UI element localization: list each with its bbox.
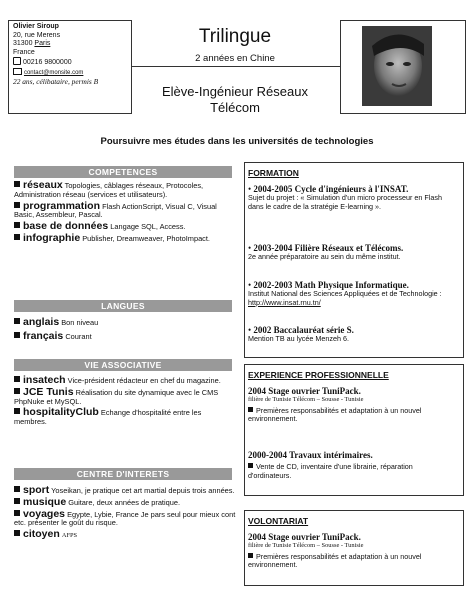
bullet-icon bbox=[248, 463, 253, 468]
contact-phone-line bbox=[13, 57, 127, 68]
bullet-icon bbox=[14, 222, 20, 228]
experience-item: 2004 Stage ouvrier TuniPack. filière de Tunisie Télécom – Sousse - Tunisie Premières responsabilités et adaptation à un nouvel environnement. bbox=[248, 386, 422, 424]
email-icon bbox=[13, 68, 22, 75]
vie-associative-list bbox=[14, 376, 236, 429]
contact-phone: 00216 9800000 bbox=[22, 59, 72, 67]
langues-list bbox=[14, 318, 236, 344]
bullet-icon bbox=[14, 530, 20, 536]
experience-heading: EXPERIENCE PROFESSIONNELLE bbox=[248, 370, 389, 380]
section-header-competences: COMPETENCES bbox=[14, 166, 232, 178]
formation-item: • 2003-2004 Filière Réseaux et Télécoms. 2e année préparatoire au sein du même institut. bbox=[248, 243, 404, 261]
header-divider bbox=[132, 66, 340, 67]
job-title-line2: Télécom bbox=[210, 100, 260, 115]
insat-link[interactable]: http://www.insat.rnu.tn/ bbox=[248, 297, 321, 307]
list-item: citoyen AFPS bbox=[14, 530, 236, 541]
list-item: infographie Publisher, Dreamweaver, PhotoImpact. bbox=[14, 234, 236, 244]
list-item: hospitalityClub Echange d'hospitalité entre les membres. bbox=[14, 406, 202, 427]
bullet-icon bbox=[14, 202, 20, 208]
bullet-icon bbox=[14, 388, 20, 394]
list-item: français Courant bbox=[14, 332, 236, 342]
list-item: musique Guitare, deux années de pratique. bbox=[14, 498, 236, 508]
bullet-icon bbox=[14, 234, 20, 240]
list-item: anglais Bon niveau bbox=[14, 318, 236, 328]
competences-list bbox=[14, 181, 236, 246]
bullet-icon bbox=[14, 510, 20, 516]
list-item: sport Yoseikan, je pratique cet art martial depuis trois années. bbox=[14, 486, 236, 496]
bullet-icon bbox=[248, 553, 253, 558]
list-item: base de données Langage SQL, Access. bbox=[14, 222, 236, 232]
cv-title: Trilingue bbox=[198, 26, 272, 47]
volontariat-heading: VOLONTARIAT bbox=[248, 516, 309, 526]
phone-icon bbox=[13, 57, 21, 65]
volontariat-item: 2004 Stage ouvrier TuniPack. filière de Tunisie Télécom – Sousse - Tunisie Premières responsabilités et adaptation à un nouvel environnement. bbox=[248, 532, 422, 570]
cv-subtitle: 2 années en Chine bbox=[195, 53, 275, 64]
section-header-vie-associative: VIE ASSOCIATIVE bbox=[14, 359, 232, 371]
formation-heading: FORMATION bbox=[248, 168, 299, 178]
bullet-icon bbox=[14, 181, 20, 187]
portrait-photo bbox=[362, 26, 432, 106]
bullet-icon bbox=[14, 408, 20, 414]
contact-zip: 31300 bbox=[13, 40, 33, 48]
contact-city: Paris bbox=[34, 40, 51, 48]
contact-street: 20, rue Merens bbox=[13, 31, 61, 39]
section-header-interets: CENTRE D'INTERETS bbox=[14, 468, 232, 480]
list-item: voyages Egypte, Lybie, France Je pars seul pour mieux cont etc. présenter le goût du risque. bbox=[14, 507, 236, 528]
contact-profile: 22 ans, célibataire, permis B bbox=[13, 76, 99, 86]
list-item: réseaux Topologies, câblages réseaux, Protocoles, Administration réseau (services et utilisateurs). bbox=[14, 179, 204, 199]
bullet-icon bbox=[14, 318, 20, 324]
contact-city-line bbox=[13, 40, 127, 49]
bullet-icon bbox=[14, 376, 20, 382]
formation-item: • 2004-2005 Cycle d'ingénieurs à l'INSAT. Sujet du projet : « Simulation d'un micro processeur en Flash dans le cadre de la stratégie E-learning ». bbox=[248, 184, 442, 211]
contact-name: Olivier Siroup bbox=[13, 23, 59, 30]
list-item: programmation Flash ActionScript, Visual C, Visual Basic, Assembleur, Pascal. bbox=[14, 199, 217, 220]
interets-list bbox=[14, 486, 236, 543]
formation-item: • 2002-2003 Math Physique Informatique. Institut National des Sciences Appliquées et de Technologie : http://www.insat.rnu.tn/ bbox=[248, 280, 442, 307]
job-title bbox=[140, 84, 330, 116]
career-objective: Poursuivre mes études dans les universités de technologies bbox=[100, 136, 374, 147]
formation-item: • 2002 Baccalauréat série S. Mention TB au lycée Menzeh 6. bbox=[248, 325, 354, 343]
list-item: JCE Tunis Réalisation du site dynamique avec le CMS PhpNuke et MySQL. bbox=[14, 385, 219, 406]
bullet-icon bbox=[14, 498, 20, 504]
section-header-langues: LANGUES bbox=[14, 300, 232, 312]
job-title-line1: Elève-Ingénieur Réseaux bbox=[162, 84, 308, 99]
bullet-icon bbox=[14, 486, 20, 492]
contact-box bbox=[8, 20, 132, 114]
list-item: insatech Vice-président rédacteur en chef du magazine. bbox=[14, 376, 236, 386]
bullet-icon bbox=[14, 332, 20, 338]
contact-email[interactable]: contact@monsite.com bbox=[23, 69, 84, 76]
contact-country: France bbox=[13, 48, 35, 56]
bullet-icon bbox=[248, 407, 253, 412]
experience-item: 2000-2004 Travaux intérimaires. Vente de CD, inventaire d'une librairie, réparation d'ordinateurs. bbox=[248, 450, 413, 480]
